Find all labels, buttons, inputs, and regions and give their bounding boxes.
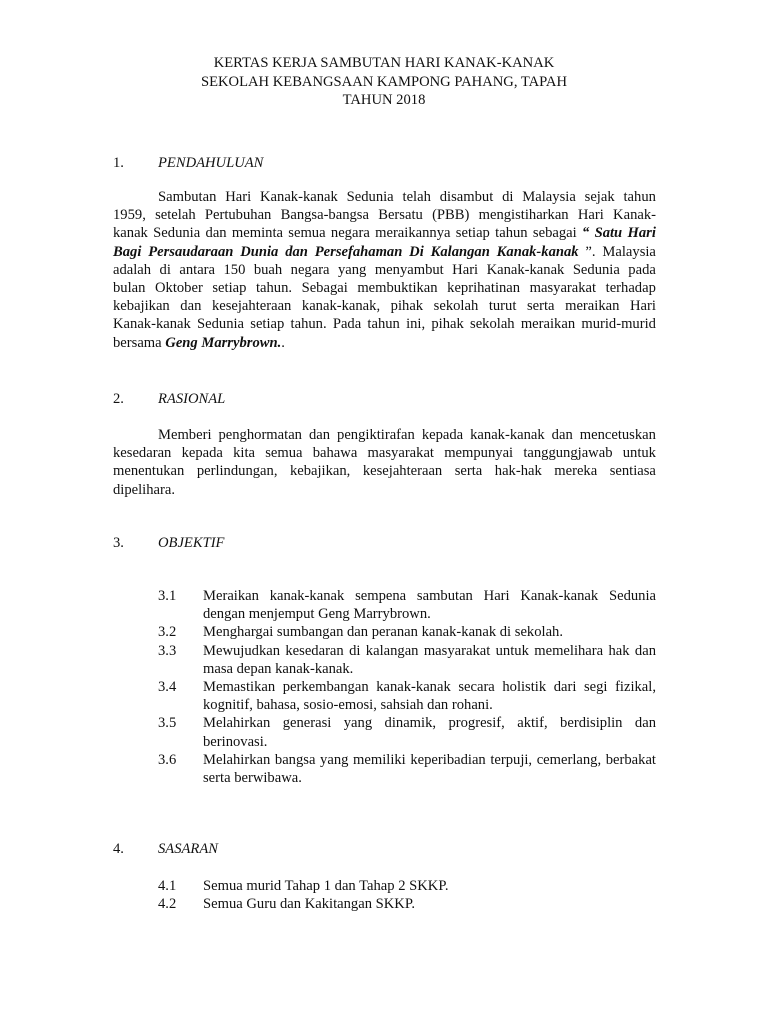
word: pengiktirafan (337, 427, 415, 443)
word: serta (526, 298, 555, 315)
word: membuktikan (357, 279, 438, 296)
section-heading-rasional (113, 390, 225, 408)
word: keprihatinan (447, 279, 521, 296)
list-item (158, 587, 656, 623)
item-text: Melahirkan bangsa yang memiliki keperibadian terpuji, cemerlang, berbakat serta berwibawa. (203, 751, 656, 787)
word: penghormatan (218, 427, 302, 443)
text-line (113, 426, 656, 444)
word: kebajikan (113, 298, 170, 315)
paragraph-pendahuluan (113, 188, 656, 352)
word: Di (409, 243, 424, 260)
text-line (113, 261, 656, 279)
word: sebagai (532, 225, 577, 242)
text-run: dipelihara. (113, 481, 175, 498)
section-label: RASIONAL (158, 391, 226, 407)
section-label: PENDAHULUAN (158, 155, 264, 171)
word: Sedunia (197, 316, 245, 333)
text-line (113, 315, 656, 333)
emphasis-text: Geng Marrybrown. (165, 334, 282, 351)
word: untuk (622, 445, 656, 462)
list-item (158, 877, 656, 895)
word: adalah (113, 261, 152, 278)
word: dan (180, 298, 202, 315)
word: tahun (623, 189, 656, 205)
word: tahun (367, 316, 400, 333)
word: Malaysia (522, 189, 576, 205)
word: Hari (452, 261, 479, 278)
item-text: Semua Guru dan Kakitangan SKKP. (203, 896, 415, 913)
item-number: 3.5 (158, 715, 177, 732)
text-line (113, 462, 656, 480)
word: murid-murid (581, 316, 656, 333)
title-line-3: TAHUN 2018 (342, 92, 426, 108)
list-item (158, 714, 656, 750)
word: Pertubuhan (204, 207, 272, 224)
word: sejak (584, 189, 615, 205)
item-number: 3.2 (158, 624, 177, 641)
word: kita (233, 445, 255, 462)
section-heading-sasaran (113, 840, 218, 858)
text-line (113, 481, 656, 499)
word: kebajikan, (289, 463, 351, 480)
word: Sebagai (301, 279, 348, 296)
paragraph-rasional (113, 426, 656, 499)
word: turut (488, 298, 517, 315)
word: Sedunia (153, 225, 201, 242)
list-item (158, 623, 656, 641)
word: disambut (439, 189, 494, 205)
word: Sedunia (346, 189, 394, 205)
word: sekolah (433, 298, 479, 315)
item-number: 3.6 (158, 751, 177, 768)
word: pihak (390, 298, 424, 315)
word: Kanak-kanak (496, 243, 579, 260)
word: kesejahteraan (362, 463, 443, 480)
word: serta (454, 463, 483, 480)
word: kesejahteraan (211, 298, 292, 315)
word: kesedaran (113, 445, 172, 462)
word: bahawa (312, 445, 358, 462)
word: Kanak-kanak (260, 189, 338, 205)
section-number: 1. (113, 155, 124, 171)
text-run: bersama (113, 334, 162, 351)
word: Hari (629, 298, 656, 315)
word: yang (337, 261, 367, 278)
word: 150 (223, 261, 246, 278)
word: Satu (594, 225, 623, 242)
section-number: 2. (113, 391, 124, 407)
text-line (113, 243, 656, 261)
text-run: . (281, 334, 285, 351)
word: Dunia (240, 243, 279, 260)
word: setiap (455, 225, 490, 242)
section-heading-pendahuluan (113, 154, 263, 172)
word: masyarakat (529, 279, 597, 296)
word: ini, (406, 316, 426, 333)
word: setiap (212, 279, 247, 296)
text-line (113, 188, 656, 206)
word: Sambutan (158, 189, 217, 205)
word: antara (179, 261, 216, 278)
text-line (113, 279, 656, 297)
word: mereka (554, 463, 598, 480)
sasaran-list (158, 877, 656, 913)
word: kanak (113, 225, 148, 242)
word: Bagi (113, 243, 142, 260)
word: Hari (225, 189, 252, 205)
item-text: Memastikan perkembangan kanak-kanak secara holistik dari segi fizikal, kognitif, bahasa, sosio-emosi, sahsiah dan rohani. (203, 679, 656, 714)
section-label: SASARAN (158, 841, 218, 857)
item-text: Melahirkan generasi yang dinamik, progresif, aktif, berdisiplin dan berinovasi. (203, 715, 656, 750)
word: menentukan (113, 463, 185, 480)
word: setelah (155, 207, 196, 224)
list-item (158, 895, 656, 913)
word: Malaysia (602, 243, 656, 260)
word: sentiasa (609, 463, 656, 480)
word: dan (285, 243, 308, 260)
word: Hari (577, 207, 604, 224)
word: Sedunia (572, 261, 620, 278)
word: dan (205, 225, 227, 242)
word: tahun. (255, 279, 293, 296)
word: pihak (431, 316, 464, 333)
word: menyambut (374, 261, 444, 278)
word: Pada (332, 316, 362, 333)
item-text: Mewujudkan kesedaran di kalangan masyarakat untuk memelihara hak dan masa depan kanak-kanak. (203, 642, 656, 677)
word: 1959, (113, 207, 146, 224)
word: dan (551, 427, 573, 443)
word: meraikannya (375, 225, 451, 242)
word: mencetuskan (579, 427, 656, 443)
section-heading-objektif (113, 534, 224, 552)
item-number: 3.3 (158, 642, 177, 659)
word: tahun. (290, 316, 327, 333)
word: terhadap (605, 279, 656, 296)
word: setiap (250, 316, 285, 333)
word: di (502, 189, 514, 205)
word: “ (581, 225, 590, 242)
item-number: 4.1 (158, 878, 177, 894)
word: Kanak-kanak (486, 261, 565, 278)
objektif-list (158, 587, 656, 787)
word: Memberi (158, 427, 212, 443)
word: tahun (495, 225, 528, 242)
word: Bangsa-bangsa (280, 207, 369, 224)
word: meminta (231, 225, 283, 242)
item-number: 4.2 (158, 896, 177, 913)
section-number: 3. (113, 535, 124, 551)
word: Hari (627, 225, 656, 242)
title-line-2: SEKOLAH KEBANGSAAN KAMPONG PAHANG, TAPAH (200, 73, 568, 90)
word: Persefahaman (314, 243, 403, 260)
word: meraikan (520, 316, 576, 333)
text-line (113, 444, 656, 462)
word: di (159, 261, 171, 278)
word: meraikan (565, 298, 620, 315)
word: bulan (113, 279, 146, 296)
list-item (158, 642, 656, 678)
word: buah (253, 261, 283, 278)
word: mengistiharkan (478, 207, 569, 224)
item-number: 3.1 (158, 588, 177, 604)
word: kepada (181, 445, 223, 462)
text-line (113, 224, 656, 242)
word: masyarakat (367, 445, 434, 462)
word: sekolah (470, 316, 515, 333)
section-label: OBJEKTIF (158, 535, 225, 551)
word: Kalangan (430, 243, 490, 260)
word: kanak-kanak (470, 427, 545, 443)
word: kanak-kanak, (301, 298, 381, 315)
section-number: 4. (113, 841, 124, 857)
word: hak-hak (494, 463, 542, 480)
word: Kanak- (613, 207, 656, 224)
text-line (113, 334, 656, 352)
document-title (0, 54, 768, 110)
word: negara (290, 261, 330, 278)
title-line-1: KERTAS KERJA SAMBUTAN HARI KANAK-KANAK (213, 55, 555, 71)
text-line (113, 206, 656, 224)
word: perlindungan, (196, 463, 278, 480)
word: telah (402, 189, 431, 205)
word: kepada (421, 427, 464, 443)
list-item (158, 678, 656, 714)
word: Kanak-kanak (113, 316, 191, 333)
item-text: Meraikan kanak-kanak sempena sambutan Hari Kanak-kanak Sedunia dengan menjemput Geng Marrybrown. (203, 588, 656, 623)
item-text: Semua murid Tahap 1 dan Tahap 2 SKKP. (203, 878, 449, 894)
word: negara (330, 225, 370, 242)
word: Oktober (154, 279, 203, 296)
word: mempunyai (444, 445, 514, 462)
word: Persaudaraan (148, 243, 234, 260)
word: (PBB) (432, 207, 470, 224)
word: semua (265, 445, 303, 462)
text-line (113, 297, 656, 315)
word: dan (308, 427, 331, 443)
item-number: 3.4 (158, 679, 177, 696)
word: Bersatu (378, 207, 423, 224)
word: tanggungjawab (523, 445, 613, 462)
word: pada (628, 261, 656, 278)
word: ”. (585, 243, 596, 260)
word: semua (288, 225, 326, 242)
list-item (158, 751, 656, 787)
item-text: Menghargai sumbangan dan peranan kanak-kanak di sekolah. (203, 624, 563, 641)
